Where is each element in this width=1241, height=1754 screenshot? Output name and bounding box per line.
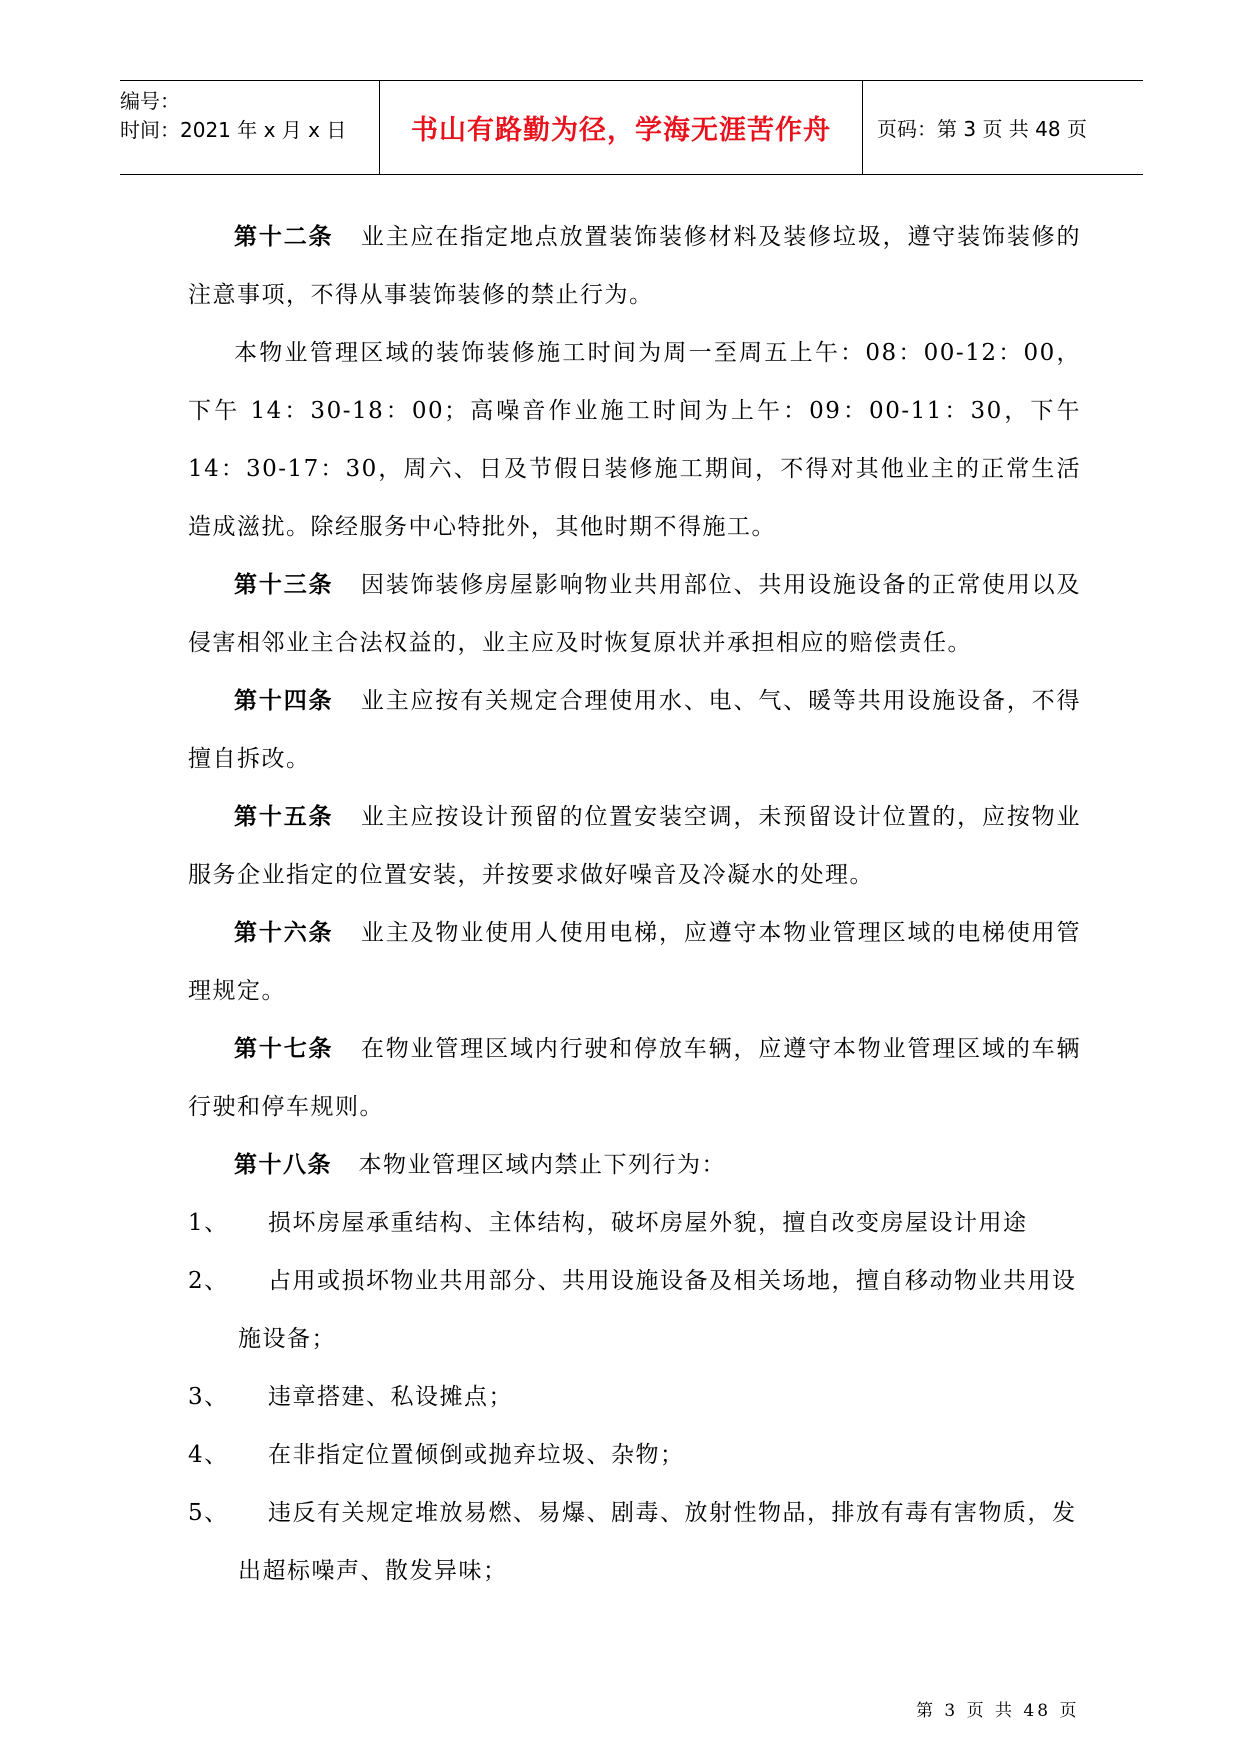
article-text: 业主及物业使用人使用电梯，应遵守本物业管理区域的电梯使用管理规定。 [188,920,1082,1004]
list-item [188,1252,1081,1368]
list-item [188,1426,1081,1484]
list-item [188,1484,1081,1600]
article-title: 第十七条 [234,1036,334,1062]
article-title: 第十八条 [234,1152,332,1178]
time-label: 时间：2021 年 x 月 x 日 [120,118,347,142]
header-motto: 书山有路勤为径，学海无涯苦作舟 [380,81,863,174]
list-item-number: 4、 [188,1442,229,1468]
article-18 [188,1136,1081,1194]
list-item-number: 3、 [188,1384,229,1410]
article-16 [188,904,1081,1020]
article-text: 业主应在指定地点放置装饰装修材料及装修垃圾，遵守装饰装修的注意事项，不得从事装饰装修的禁止行为。 [188,224,1082,308]
page-header [120,80,1143,175]
page-footer: 第 3 页 共 48 页 [916,1701,1080,1721]
list-item-number: 2、 [188,1268,229,1294]
article-text: 业主应按设计预留的位置安装空调，未预留设计位置的，应按物业服务企业指定的位置安装，并按要求做好噪音及冷凝水的处理。 [188,804,1082,888]
article-12 [188,208,1081,324]
document-body [188,208,1081,1600]
list-item-text: 违反有关规定堆放易燃、易爆、剧毒、放射性物品，排放有毒有害物质，发出超标噪声、散发异味； [238,1500,1077,1584]
header-page-info: 页码：第 3 页 共 48 页 [877,117,1087,141]
article-title: 第十三条 [234,572,334,598]
article-text: 在物业管理区域内行驶和停放车辆，应遵守本物业管理区域的车辆行驶和停车规则。 [188,1036,1082,1120]
article-14 [188,672,1081,788]
article-title: 第十五条 [234,804,334,830]
article-17 [188,1020,1081,1136]
list-item-number: 5、 [188,1500,229,1526]
serial-label: 编号： [120,89,180,113]
article-text: 本物业管理区域的装饰装修施工时间为周一至周五上午：08：00-12：00，下午 14：30-18：00；高噪音作业施工时间为上午：09：00-11：30，下午 14：30-17：30，周六、日及节假日装修施工期间，不得对其他业主的正常生活造成滋扰。除经服务中心特批外，其他时期不得施工。 [188,340,1081,540]
list-item [188,1368,1081,1426]
list-item-text: 占用或损坏物业共用部分、共用设施设备及相关场地，擅自移动物业共用设施设备； [238,1268,1077,1352]
article-12-hours [188,324,1081,556]
list-item-text: 在非指定位置倾倒或抛弃垃圾、杂物； [268,1442,685,1468]
article-title: 第十六条 [234,920,334,946]
article-15 [188,788,1081,904]
article-13 [188,556,1081,672]
list-item-number: 1、 [188,1210,229,1236]
header-meta [120,81,380,174]
list-item-text: 违章搭建、私设摊点； [268,1384,513,1410]
article-text: 因装饰装修房屋影响物业共用部位、共用设施设备的正常使用以及侵害相邻业主合法权益的，业主应及时恢复原状并承担相应的赔偿责任。 [188,572,1082,656]
article-title: 第十四条 [234,688,334,714]
article-text: 业主应按有关规定合理使用水、电、气、暖等共用设施设备，不得擅自拆改。 [188,688,1082,772]
list-item [188,1194,1081,1252]
article-text: 本物业管理区域内禁止下列行为： [358,1152,726,1178]
article-title: 第十二条 [234,224,334,250]
list-item-text: 损坏房屋承重结构、主体结构，破坏房屋外貌，擅自改变房屋设计用途 [268,1210,1028,1236]
